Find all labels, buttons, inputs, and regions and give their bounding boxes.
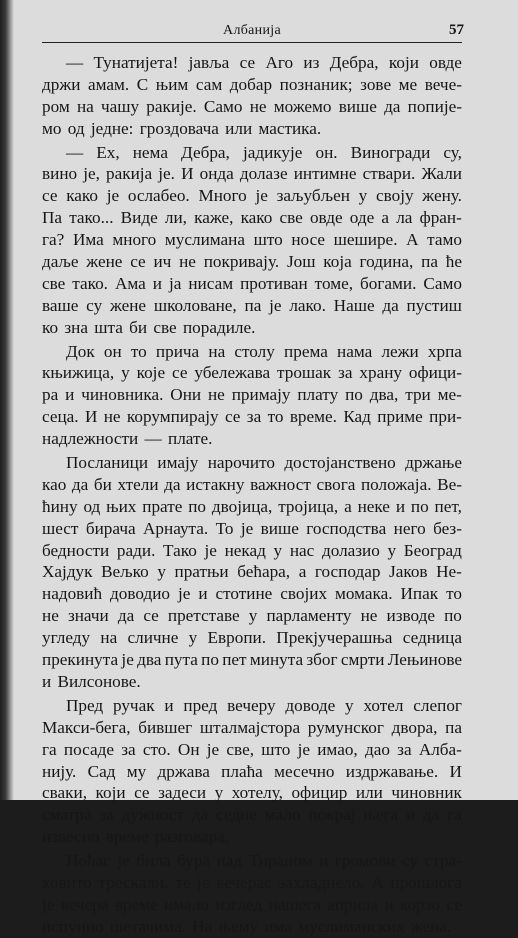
text-line: и Вилсонове. bbox=[42, 671, 141, 691]
text-line: књижица, у које се убележава трошак за храну офици- bbox=[42, 363, 462, 383]
text-line: Макси-бега, бившег шталмајстора румунског двора, па bbox=[42, 717, 462, 737]
text-line: је вечера време имало изглед нашега априла и корзо се bbox=[42, 894, 462, 914]
text-line: Док он то прича на столу према нама лежи хрпа bbox=[66, 341, 462, 361]
text-line: прекинута је два пута по пет минута због смрти Лењинове bbox=[42, 650, 462, 670]
text-line: вино је, ракија је. И онда долазе интимне ствари. Жали bbox=[42, 164, 462, 184]
text-line: ховито трескали, те је вечерас захладнело. А прошлога bbox=[42, 872, 462, 892]
paragraph bbox=[42, 52, 462, 140]
text-line: нију. Сад му држава плаћа месечно издржавање. И bbox=[42, 761, 462, 781]
text-line: га посаде за сто. Он је све, што је имао, дао за Алба- bbox=[42, 739, 462, 759]
text-line: сеца. И не корумпирају се за то време. Кад приме при- bbox=[42, 407, 462, 427]
text-line: даље жене се ич не покривају. Још која година, па ће bbox=[42, 252, 462, 272]
text-line: мо од једне: гроздовача или мастика. bbox=[42, 118, 322, 138]
text-line: Пред ручак и пред вечеру доводе у хотел слепог bbox=[66, 695, 462, 715]
text-line: Хајдук Вељко у пратњи бећара, а господар Јаков Не- bbox=[42, 562, 462, 582]
text-line: Па тако... Виде ли, каже, како све овде оде а ла фран- bbox=[42, 208, 462, 228]
paragraph bbox=[42, 695, 462, 848]
running-title: Албанија bbox=[223, 23, 281, 38]
text-line: надовић доводио је и стотине својих момака. Ипак то bbox=[42, 584, 462, 604]
text-line: ћину од њих прате по двојица, тројица, а неке и по пет, bbox=[42, 496, 462, 516]
text-line: га? Има много муслимана што носе шешире. А тамо bbox=[42, 230, 462, 250]
text-line: бедности ради. Тако је некад у нас долазио у Београд bbox=[42, 540, 462, 560]
text-line: ром на чашу ракије. Само не можемо више да попије- bbox=[42, 96, 462, 116]
page-number: 57 bbox=[449, 22, 464, 38]
text-line: сматра за дужност да седне мало покрај њега и да га bbox=[42, 805, 462, 825]
text-line: испунио шетачима. На њему има муслиманских жена. bbox=[42, 916, 452, 936]
body-text bbox=[42, 52, 462, 938]
text-line: — Тунатијета! јавља се Аго из Дебра, који овде bbox=[66, 53, 462, 72]
text-line: сваки, који се задеси у хотелу, официр или чиновник bbox=[42, 783, 462, 803]
text-line: ра и чиновника. Они не примају плату по два, три ме- bbox=[42, 385, 462, 405]
text-line: ваше су жене школоване, па је лако. Наше да пустиш bbox=[42, 295, 462, 315]
text-line: Посланици имају нарочито достојанствено држање bbox=[66, 453, 462, 473]
text-line: — Ех, нема Дебра, јадикује он. Виногради су, bbox=[66, 142, 462, 162]
text-line: не значи да се претставе у парламенту не изводе по bbox=[42, 606, 462, 626]
text-line: се како је ослабео. Много је заљубљен у своју жену. bbox=[42, 186, 462, 206]
paragraph bbox=[42, 142, 462, 339]
paragraph bbox=[42, 341, 462, 450]
text-line: угледу на сличне у Европи. Прекјучерашња седница bbox=[42, 628, 462, 648]
text-line: надлежности — плате. bbox=[42, 429, 213, 449]
text-line: Ноћас је била бура над Тираном и громови су стра- bbox=[66, 851, 462, 871]
paragraph bbox=[42, 850, 462, 938]
text-line: све тако. Ама и ја нисам противан томе, богами. Само bbox=[42, 273, 462, 293]
text-line: као да би хтели да истакну важност свога положаја. Ве- bbox=[42, 474, 462, 494]
text-line: држи амам. С њим сам добар познаник; зове ме вече- bbox=[42, 74, 462, 94]
paragraph bbox=[42, 452, 462, 693]
text-line: ко зна шта би све порадиле. bbox=[42, 317, 256, 337]
text-line: извесно време разговара. bbox=[42, 827, 230, 847]
page-header bbox=[42, 22, 462, 43]
text-line: шест бирача Арнаута. То је више господства него без- bbox=[42, 518, 462, 538]
